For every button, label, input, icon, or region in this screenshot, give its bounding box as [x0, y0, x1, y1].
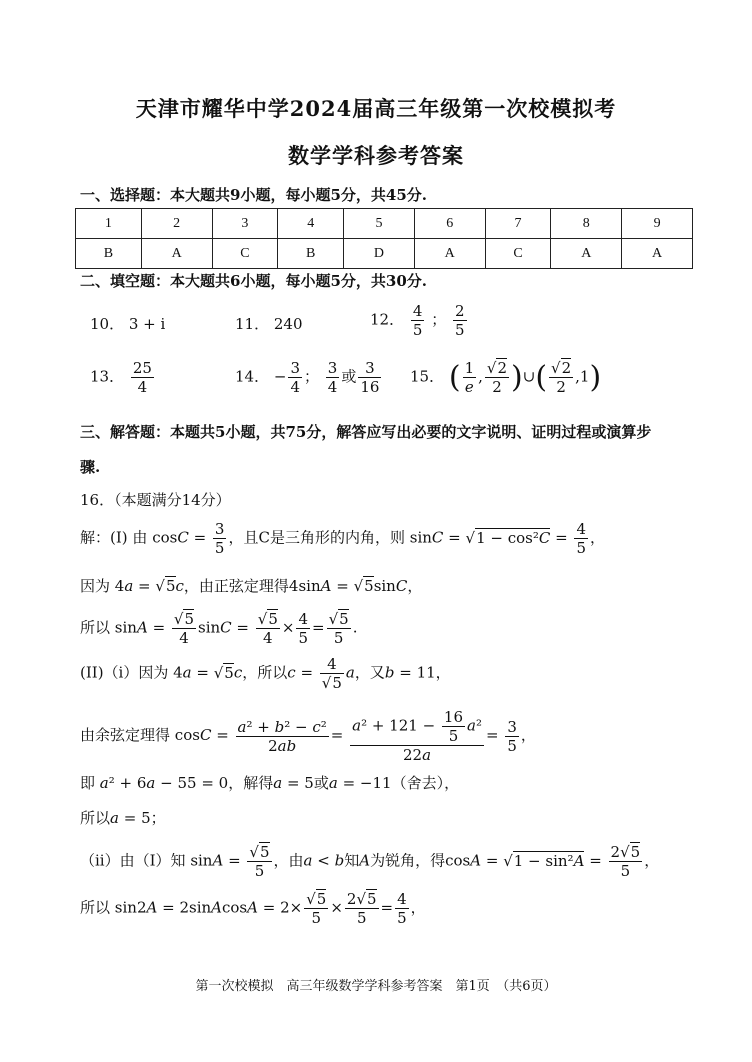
denominator: 5 — [455, 321, 465, 339]
numerator: 1 — [464, 359, 475, 377]
text: C是三角形的内角，则 — [258, 528, 405, 547]
text: 为锐角，得 — [370, 851, 446, 870]
q12-separator: ； — [431, 310, 447, 329]
q15-paren-open: ( — [448, 360, 461, 395]
solution-line-7: 所以a = 5； — [80, 809, 166, 827]
text: （ii）由（I）知 — [80, 851, 186, 870]
table-cell: 2 — [141, 209, 212, 239]
q13-fraction — [131, 359, 154, 396]
numerator: 2 — [455, 302, 465, 320]
q14-fraction-a — [288, 359, 302, 396]
q12-number: 12． — [370, 310, 405, 329]
q12-fraction-a — [411, 302, 425, 339]
fraction: √ $\frac{5}{4}$ — [172, 610, 196, 647]
fraction: $\frac{4}{5}$ — [298, 610, 308, 647]
table-cell: 8 — [551, 209, 622, 239]
page-title: 天津市耀华中学2024届高三年级第一次校模拟考 — [135, 96, 617, 121]
text: ，又 — [354, 663, 385, 682]
q11-answer: 240 — [273, 315, 303, 333]
fraction: √ $\frac{5}{5}$ — [247, 843, 271, 880]
text: 由余弦定理得 — [80, 726, 171, 744]
section3-heading-line2: 骤. — [80, 458, 101, 476]
table-cell: 1 — [76, 209, 142, 239]
text: 解：(I) 由 — [80, 528, 148, 547]
table-cell: 5 — [344, 209, 415, 239]
fraction: a² + 121 − $\frac{16}{5}$ a² 22a — [352, 708, 482, 764]
numerator: 3 — [358, 359, 381, 378]
solution-line-3: 所以 sinA = √ $\frac{5}{4}$ sinC = √ $\frac{5}{4}$ × $\frac{4}{5}$ = √ $\frac{5}{5}$ . — [80, 610, 357, 647]
q11 — [235, 313, 303, 334]
denominator: 2 — [556, 378, 566, 396]
q12-fraction-b — [453, 302, 467, 339]
q15-number: 15． — [410, 367, 445, 386]
section1-heading: 一、选择题：本大题共9小题，每小题5分，共45分. — [80, 186, 427, 204]
table-cell: 3 — [212, 209, 278, 239]
q15-paren-close: ) — [511, 360, 523, 395]
fraction: √ $\frac{5}{4}$ — [256, 610, 280, 647]
section2-heading: 二、填空题：本大题共6小题，每小题5分，共30分. — [80, 272, 427, 290]
fraction: $\frac{3}{5}$ — [507, 717, 517, 755]
fraction: $\frac{2√ 5}{5}$ — [609, 843, 643, 880]
q14-or: 或 — [341, 367, 357, 386]
answer-table — [75, 208, 693, 269]
fraction: √ $\frac{5}{5}$ — [327, 610, 351, 647]
fraction: $\frac{3}{5}$ — [214, 520, 225, 557]
text: 所以 — [80, 618, 111, 637]
solution-line-9: 所以 sin2A = 2sinAcosA = 2× √ $\frac{5}{5}$ × $\frac{2√ 5}{5}$ = $\frac{4}{5}$ ， — [80, 890, 426, 927]
q13-number: 13． — [90, 367, 125, 386]
q14-separator: ； — [304, 367, 320, 386]
text: (II)（i）因为 — [80, 663, 169, 682]
text: 或 — [313, 774, 329, 792]
table-cell: A — [414, 239, 485, 269]
q15-paren-open-2: ( — [535, 360, 548, 395]
q14 — [235, 359, 383, 396]
q15: 15． ( $\frac{1}{e}$ , √ $\frac{2}{2}$ )∪( √ $\frac{2}{2}$ ,1) — [410, 359, 601, 396]
denominator: 4 — [137, 378, 148, 396]
text: 知 — [344, 851, 360, 870]
q16-title: 16．（本题满分14分） — [80, 491, 231, 509]
table-cell: A — [622, 239, 693, 269]
table-cell: C — [212, 239, 278, 269]
fraction: $\frac{\text{a² + b² − c²}}{2ab}$ — [237, 717, 327, 755]
page-footer: 第一次校模拟 高三年级数学学科参考答案 第1页 （共6页） — [195, 979, 557, 994]
table-cell: 9 — [622, 209, 693, 239]
fraction: $\frac{4}{5}$ — [397, 890, 407, 927]
q15-paren-close-2: ) — [589, 360, 602, 395]
denominator: 4 — [290, 378, 300, 396]
q10 — [90, 313, 165, 334]
q14-minus: − — [273, 367, 287, 386]
denominator: 5 — [412, 321, 423, 339]
solution-line-6: 即 a² + 6a − 55 = 0，解得a = 5或a = −11（舍去）， — [80, 774, 460, 792]
q14-fraction-c — [358, 359, 381, 396]
denominator: e — [464, 378, 474, 396]
q15-fraction-1-e — [463, 359, 477, 396]
table-cell: D — [344, 239, 415, 269]
page-subtitle: 数学学科参考答案 — [288, 143, 464, 168]
text: ，由正弦定理得 — [183, 577, 289, 595]
text: （舍去）， — [391, 774, 460, 792]
table-cell: C — [485, 239, 551, 269]
q14-fraction-b — [326, 359, 340, 396]
text: ，解得 — [228, 774, 274, 792]
fraction: $\frac{4}{5}$ — [576, 520, 586, 557]
text: 所以 — [80, 898, 111, 917]
table-cell: 6 — [414, 209, 485, 239]
q15-fraction-sqrt2-2 — [485, 359, 509, 396]
answer-table-answer-row — [76, 239, 693, 269]
solution-line-2: 因为 4a = √ 5c，由正弦定理得4sinA = √ 5sinC， — [80, 575, 422, 596]
text: 因为 — [80, 577, 111, 595]
q11-number: 11． — [235, 315, 270, 333]
numerator: 4 — [412, 302, 423, 320]
numerator: 25 — [132, 359, 152, 377]
text: 即 — [80, 774, 96, 792]
solution-line-1: 解：(I) 由 cosC = $\frac{3}{5}$ ，且C是三角形的内角，则 sinC = √ 1 − cos²C = $\frac{4}{5}$ ， — [80, 520, 605, 557]
numerator: 3 — [327, 359, 338, 377]
table-cell: 4 — [278, 209, 344, 239]
denominator: 2 — [492, 378, 502, 396]
answer-table-number-row — [76, 209, 693, 239]
solution-line-4: (II)（i）因为 4a = √ 5c，所以c = 4 √ 5 a，又b = 11， — [80, 655, 451, 692]
q10-answer: 3 + i — [128, 315, 166, 333]
numerator: √ 2 — [485, 359, 509, 378]
table-cell: B — [278, 239, 344, 269]
denominator: 4 — [327, 378, 338, 396]
solution-line-8: （ii）由（I）知 sinA = √ $\frac{5}{5}$ ，由a < b知A为锐角，得cosA = √ 1 − sin²A = $\frac{2√ 5}{5}$ ， — [80, 843, 659, 880]
q14-number: 14． — [235, 367, 270, 386]
q15-fraction-sqrt2-2b — [549, 359, 573, 396]
q10-number: 10． — [90, 315, 125, 333]
denominator: 16 — [360, 378, 380, 396]
table-cell: A — [141, 239, 212, 269]
text: ，由 — [273, 851, 304, 870]
table-cell: A — [551, 239, 622, 269]
fraction: √ $\frac{5}{5}$ — [304, 890, 328, 927]
text: ，且 — [228, 528, 259, 547]
table-cell: 7 — [485, 209, 551, 239]
solution-line-5: 由余弦定理得 cosC = $\frac{\text{a² + b² − c²}}{2ab}$ = a² + 121 − $\frac{16}{5}$ a² 22a = $\frac{3}{5}$ ， — [80, 708, 536, 764]
section3-heading-line1: 三、解答题：本题共5小题，共75分，解答应写出必要的文字说明、证明过程或演算步 — [80, 423, 652, 441]
numerator: 3 — [290, 359, 300, 377]
fraction: $\frac{2√ 5}{5}$ — [345, 890, 379, 927]
table-cell: B — [76, 239, 142, 269]
q13 — [90, 359, 156, 396]
numerator: √ 2 — [549, 359, 573, 378]
text: ，所以 — [242, 663, 288, 682]
text: 所以 — [80, 809, 111, 827]
q12 — [370, 302, 469, 339]
fraction: 4 √ 5 — [320, 655, 344, 692]
